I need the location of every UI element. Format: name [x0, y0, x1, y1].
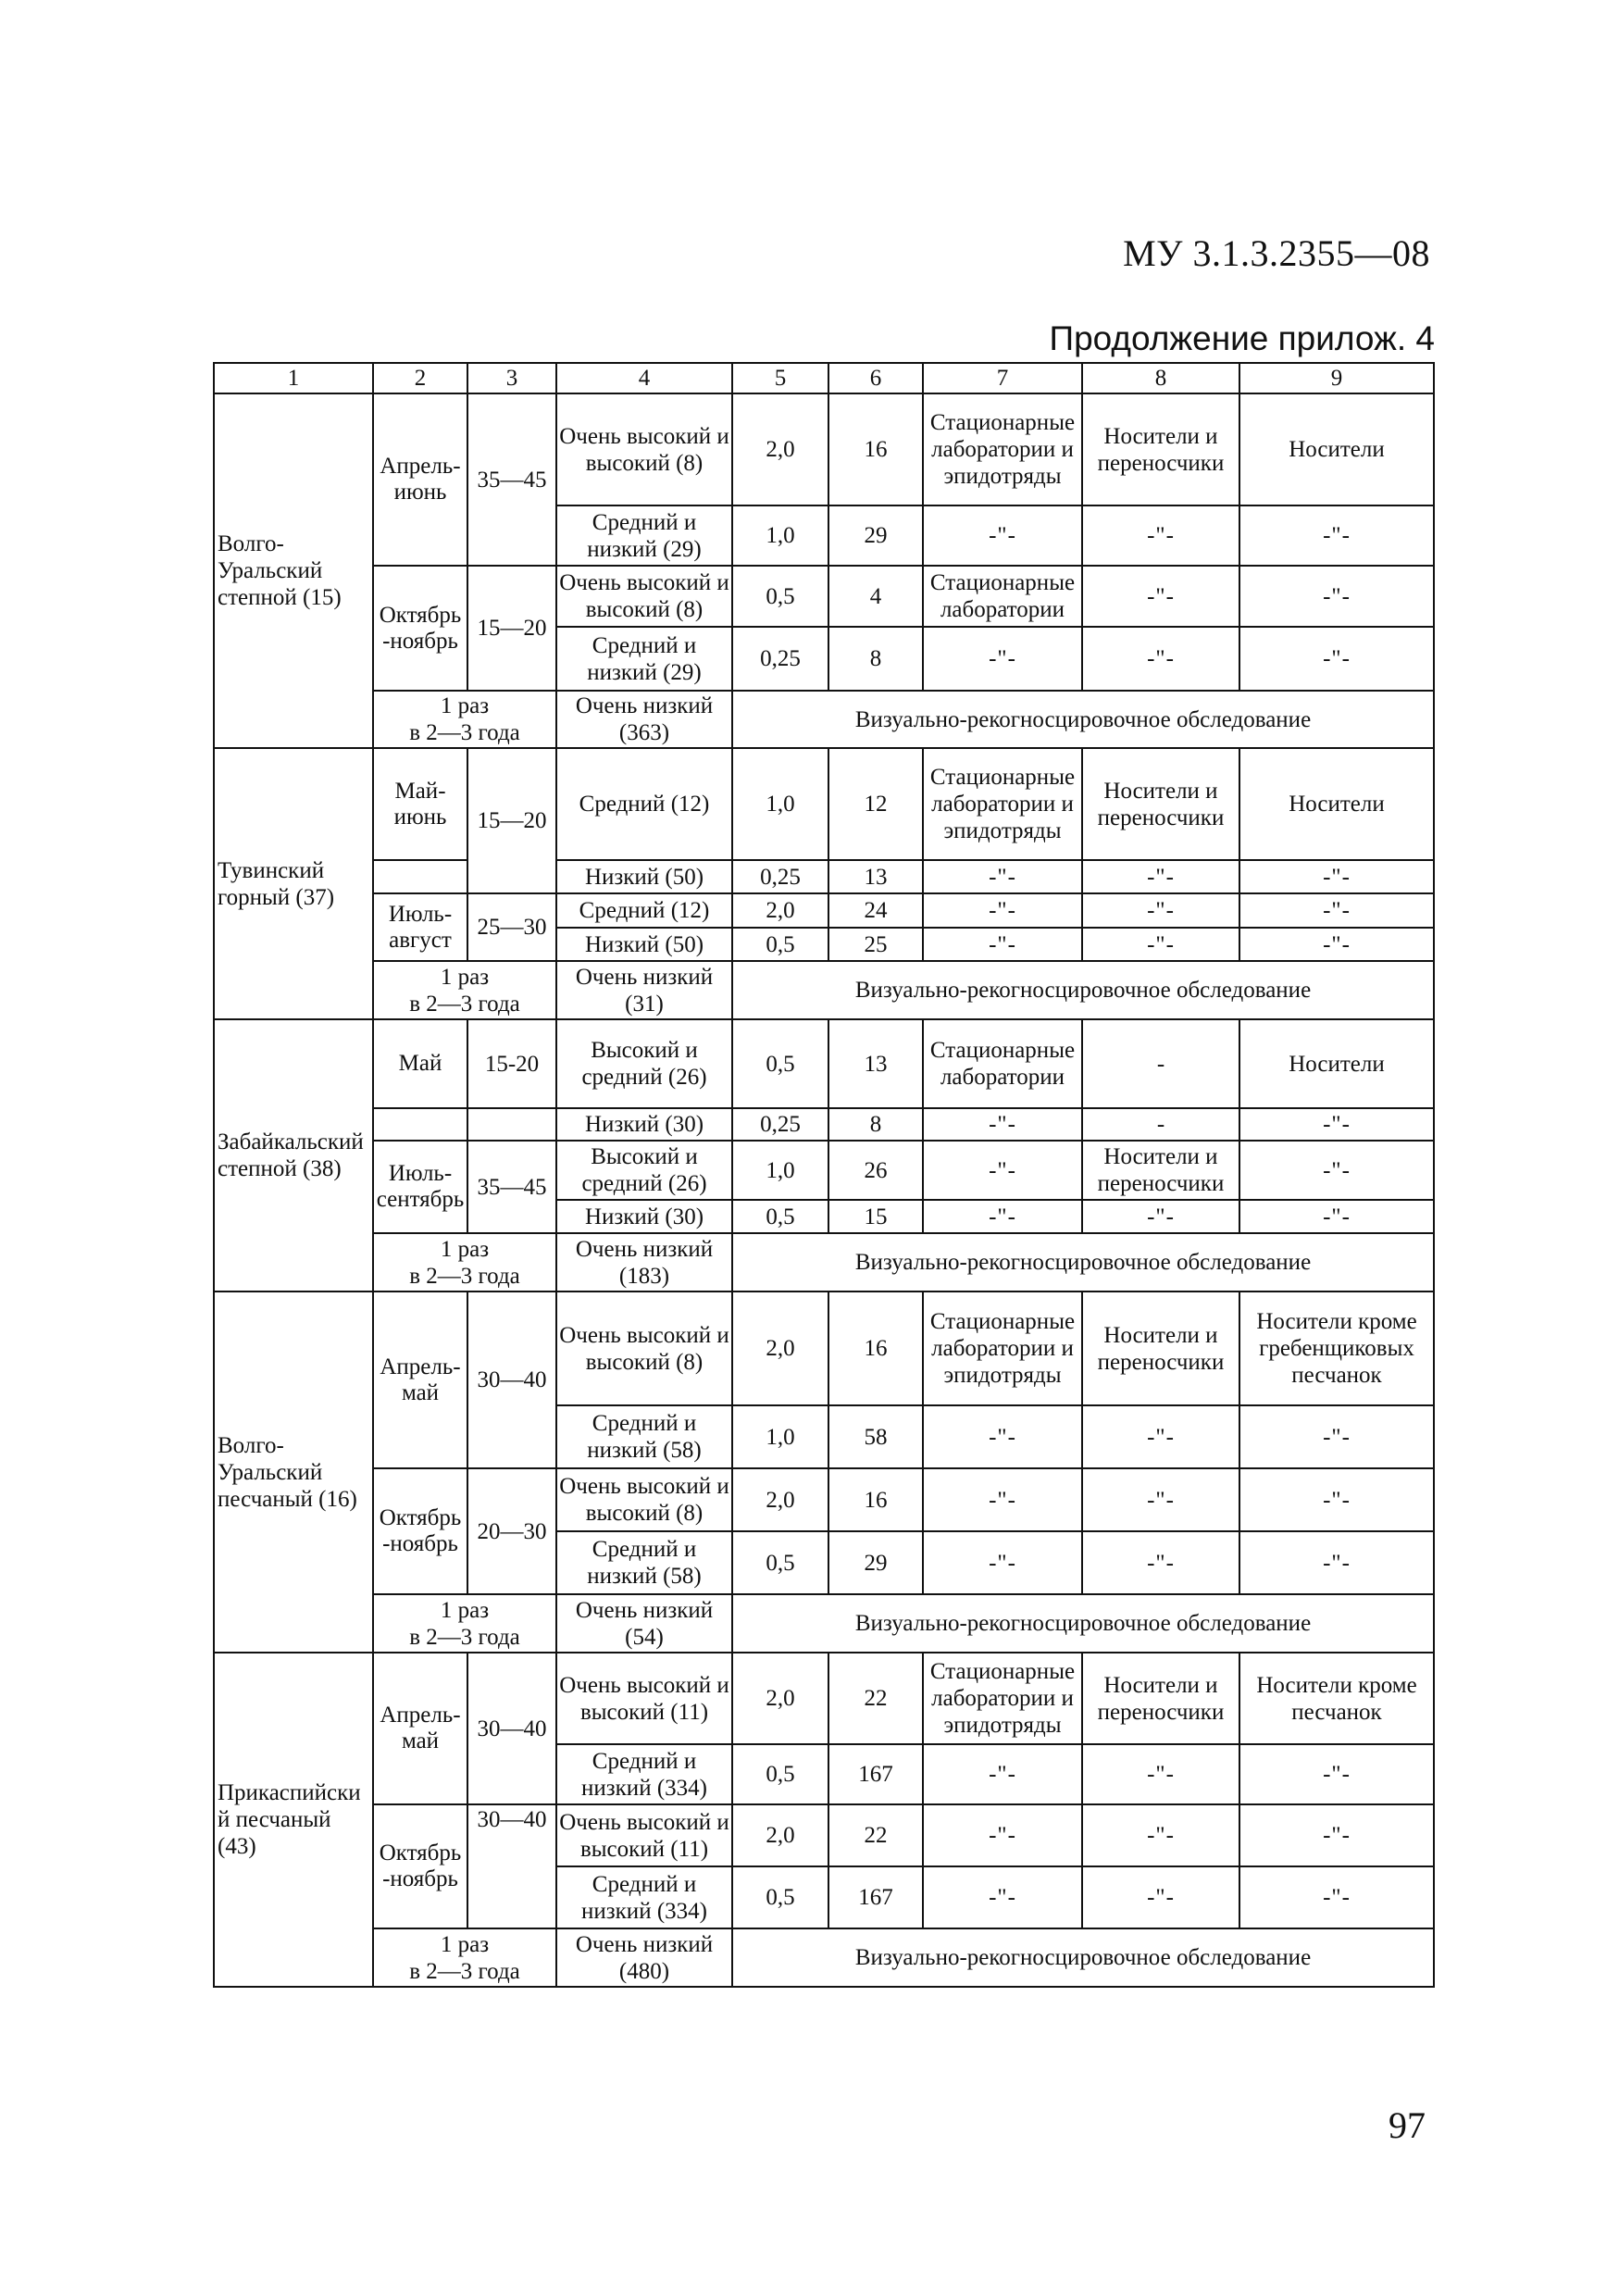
column-number: 2 [373, 363, 467, 393]
plague-survey-table [213, 362, 1435, 1988]
material-cell: Носители кроме гребенщиковых песчанок [1239, 1292, 1434, 1405]
activity-level: Очень высокий и высокий (11) [556, 1653, 732, 1744]
ditto-mark: -"- [923, 1744, 1082, 1804]
table-row [214, 860, 1434, 893]
value-col5: 1,0 [732, 505, 828, 566]
value-col6: 26 [828, 1141, 923, 1200]
value-col6: 8 [828, 1108, 923, 1141]
value-col5: 2,0 [732, 1292, 828, 1405]
abundance-range: 20—30 [467, 1468, 556, 1594]
abundance-range: 15-20 [467, 1019, 556, 1108]
value-col5: 2,0 [732, 1468, 828, 1531]
ditto-mark: -"- [1239, 1108, 1434, 1141]
object-cell: Носители и переносчики [1082, 1653, 1239, 1744]
survey-type: Визуально-рекогносцировочное обследование [732, 1233, 1434, 1292]
activity-level: Очень высокий и высокий (8) [556, 566, 732, 627]
ditto-mark: -"- [1082, 1804, 1239, 1866]
ditto-mark: -"- [1082, 1200, 1239, 1233]
survey-type: Визуально-рекогносцировочное обследование [732, 1594, 1434, 1653]
ditto-mark: -"- [1082, 1468, 1239, 1531]
abundance-range: 15—20 [467, 566, 556, 691]
periodicity-cell [373, 1594, 556, 1653]
region-name: Забайкальский степной (38) [214, 1019, 373, 1292]
executor-cell: Стационарные лаборатории [923, 566, 1082, 627]
value-col5: 0,5 [732, 1866, 828, 1928]
column-number-row [214, 363, 1434, 393]
value-col5: 0,25 [732, 1108, 828, 1141]
periodicity-line: в 2—3 года [409, 720, 520, 745]
periodicity-line: 1 раз [440, 693, 490, 718]
executor-cell: Стационарные лаборатории и эпидотряды [923, 748, 1082, 860]
column-number: 7 [923, 363, 1082, 393]
periodicity-line: 1 раз [440, 1236, 490, 1262]
ditto-mark: -"- [1239, 1468, 1434, 1531]
value-col6: 15 [828, 1200, 923, 1233]
periodicity-line: в 2—3 года [409, 1624, 520, 1650]
ditto-mark: -"- [923, 627, 1082, 691]
ditto-mark: -"- [1239, 505, 1434, 566]
value-col5: 0,5 [732, 1019, 828, 1108]
material-cell: Носители [1239, 1019, 1434, 1108]
table-row [214, 961, 1434, 1019]
ditto-mark: -"- [1239, 627, 1434, 691]
activity-level: Средний и низкий (58) [556, 1405, 732, 1468]
ditto-mark: -"- [923, 1866, 1082, 1928]
season-period: Апрель-июнь [373, 393, 467, 566]
executor-cell: Стационарные лаборатории и эпидотряды [923, 1653, 1082, 1744]
value-col6: 4 [828, 566, 923, 627]
value-col5: 0,5 [732, 1744, 828, 1804]
activity-level: Низкий (30) [556, 1200, 732, 1233]
activity-level: Очень низкий (183) [556, 1233, 732, 1292]
value-col5: 2,0 [732, 893, 828, 928]
activity-level: Средний и низкий (58) [556, 1531, 732, 1594]
periodicity-cell [373, 691, 556, 748]
material-cell: Носители кроме песчанок [1239, 1653, 1434, 1744]
ditto-mark: -"- [1239, 928, 1434, 961]
value-col6: 25 [828, 928, 923, 961]
ditto-mark: -"- [923, 1468, 1082, 1531]
table-row [214, 1594, 1434, 1653]
ditto-mark: -"- [923, 1405, 1082, 1468]
ditto-mark: -"- [1239, 566, 1434, 627]
ditto-mark: -"- [1082, 1744, 1239, 1804]
empty-cell [373, 1108, 467, 1141]
season-period: Апрель-май [373, 1292, 467, 1468]
abundance-range: 35—45 [467, 393, 556, 566]
table-row [214, 1141, 1434, 1200]
abundance-range: 30—40 [467, 1292, 556, 1468]
activity-level: Очень низкий (54) [556, 1594, 732, 1653]
value-col5: 2,0 [732, 393, 828, 505]
periodicity-line: в 2—3 года [409, 1958, 520, 1984]
table-row [214, 748, 1434, 860]
dash-mark: - [1082, 1108, 1239, 1141]
ditto-mark: -"- [1239, 1804, 1434, 1866]
season-period: Май-июнь [373, 748, 467, 860]
value-col6: 22 [828, 1653, 923, 1744]
column-number: 5 [732, 363, 828, 393]
season-period: Июль-сентябрь [373, 1141, 467, 1233]
ditto-mark: -"- [1082, 1405, 1239, 1468]
value-col5: 1,0 [732, 748, 828, 860]
value-col5: 0,5 [732, 928, 828, 961]
activity-level: Средний (12) [556, 748, 732, 860]
value-col6: 12 [828, 748, 923, 860]
ditto-mark: -"- [923, 1531, 1082, 1594]
value-col6: 24 [828, 893, 923, 928]
value-col6: 167 [828, 1744, 923, 1804]
ditto-mark: -"- [923, 505, 1082, 566]
activity-level: Низкий (30) [556, 1108, 732, 1141]
column-number: 4 [556, 363, 732, 393]
ditto-mark: -"- [1082, 928, 1239, 961]
activity-level: Высокий и средний (26) [556, 1019, 732, 1108]
abundance-range: 15—20 [467, 748, 556, 893]
table-row [214, 1804, 1434, 1866]
activity-level: Средний и низкий (334) [556, 1866, 732, 1928]
table-row [214, 1928, 1434, 1987]
ditto-mark: -"- [923, 1108, 1082, 1141]
value-col6: 16 [828, 393, 923, 505]
abundance-range: 35—45 [467, 1141, 556, 1233]
table-row [214, 893, 1434, 928]
ditto-mark: -"- [1239, 1744, 1434, 1804]
season-period: Апрель-май [373, 1653, 467, 1804]
ditto-mark: -"- [923, 1200, 1082, 1233]
activity-level: Средний и низкий (334) [556, 1744, 732, 1804]
region-name: Волго-Уральский песчаный (16) [214, 1292, 373, 1653]
activity-level: Средний и низкий (29) [556, 627, 732, 691]
value-col6: 13 [828, 860, 923, 893]
table-row [214, 566, 1434, 627]
abundance-range: 30—40 [467, 1804, 556, 1928]
object-cell: Носители и переносчики [1082, 1141, 1239, 1200]
activity-level: Очень низкий (31) [556, 961, 732, 1019]
value-col6: 22 [828, 1804, 923, 1866]
value-col5: 0,5 [732, 1200, 828, 1233]
empty-cell [373, 860, 467, 893]
periodicity-cell [373, 961, 556, 1019]
activity-level: Низкий (50) [556, 928, 732, 961]
column-number: 8 [1082, 363, 1239, 393]
abundance-range: 25—30 [467, 893, 556, 961]
periodicity-line: в 2—3 года [409, 991, 520, 1017]
value-col5: 2,0 [732, 1653, 828, 1744]
survey-type: Визуально-рекогносцировочное обследование [732, 961, 1434, 1019]
season-period: Май [373, 1019, 467, 1108]
ditto-mark: -"- [1082, 1866, 1239, 1928]
season-period: Июль-август [373, 893, 467, 961]
activity-level: Средний и низкий (29) [556, 505, 732, 566]
ditto-mark: -"- [1239, 1200, 1434, 1233]
column-number: 1 [214, 363, 373, 393]
ditto-mark: -"- [923, 928, 1082, 961]
object-cell: Носители и переносчики [1082, 393, 1239, 505]
activity-level: Очень высокий и высокий (8) [556, 393, 732, 505]
executor-cell: Стационарные лаборатории и эпидотряды [923, 393, 1082, 505]
region-name: Волго-Уральский степной (15) [214, 393, 373, 748]
ditto-mark: -"- [1082, 1531, 1239, 1594]
table-row [214, 1292, 1434, 1405]
survey-type: Визуально-рекогносцировочное обследование [732, 1928, 1434, 1987]
activity-level: Очень высокий и высокий (8) [556, 1468, 732, 1531]
value-col5: 2,0 [732, 1804, 828, 1866]
ditto-mark: -"- [923, 1141, 1082, 1200]
object-cell: Носители и переносчики [1082, 748, 1239, 860]
value-col6: 13 [828, 1019, 923, 1108]
ditto-mark: -"- [1082, 860, 1239, 893]
ditto-mark: -"- [923, 860, 1082, 893]
ditto-mark: -"- [923, 893, 1082, 928]
table-row [214, 1233, 1434, 1292]
executor-cell: Стационарные лаборатории [923, 1019, 1082, 1108]
value-col6: 58 [828, 1405, 923, 1468]
abundance-range: 30—40 [467, 1653, 556, 1804]
document-code: МУ 3.1.3.2355—08 [1123, 232, 1430, 274]
ditto-mark: -"- [1239, 1405, 1434, 1468]
ditto-mark: -"- [1239, 1866, 1434, 1928]
continuation-label: Продолжение прилож. 4 [1049, 319, 1435, 357]
value-col6: 16 [828, 1468, 923, 1531]
ditto-mark: -"- [1082, 893, 1239, 928]
value-col6: 167 [828, 1866, 923, 1928]
ditto-mark: -"- [1082, 505, 1239, 566]
value-col5: 0,25 [732, 627, 828, 691]
ditto-mark: -"- [1082, 566, 1239, 627]
survey-type: Визуально-рекогносцировочное обследование [732, 691, 1434, 748]
ditto-mark: -"- [1239, 1531, 1434, 1594]
value-col5: 1,0 [732, 1405, 828, 1468]
periodicity-line: в 2—3 года [409, 1263, 520, 1289]
table-row [214, 1019, 1434, 1108]
season-period: Октябрь-ноябрь [373, 1468, 467, 1594]
value-col6: 16 [828, 1292, 923, 1405]
value-col5: 1,0 [732, 1141, 828, 1200]
value-col5: 0,5 [732, 566, 828, 627]
region-name: Прикаспийский песчаный (43) [214, 1653, 373, 1987]
ditto-mark: -"- [1082, 627, 1239, 691]
object-cell: - [1082, 1019, 1239, 1108]
value-col6: 29 [828, 505, 923, 566]
activity-level: Очень высокий и высокий (8) [556, 1292, 732, 1405]
value-col6: 8 [828, 627, 923, 691]
executor-cell: Стационарные лаборатории и эпидотряды [923, 1292, 1082, 1405]
ditto-mark: -"- [923, 1804, 1082, 1866]
activity-level: Очень низкий (363) [556, 691, 732, 748]
ditto-mark: -"- [1239, 893, 1434, 928]
ditto-mark: -"- [1239, 1141, 1434, 1200]
table-row [214, 1468, 1434, 1531]
periodicity-line: 1 раз [440, 1931, 490, 1957]
periodicity-line: 1 раз [440, 964, 490, 990]
value-col6: 29 [828, 1531, 923, 1594]
periodicity-cell [373, 1928, 556, 1987]
material-cell: Носители [1239, 748, 1434, 860]
season-period: Октябрь-ноябрь [373, 1804, 467, 1928]
activity-level: Очень высокий и высокий (11) [556, 1804, 732, 1866]
periodicity-line: 1 раз [440, 1597, 490, 1623]
region-name: Тувинский горный (37) [214, 748, 373, 1019]
column-number: 3 [467, 363, 556, 393]
season-period: Октябрь-ноябрь [373, 566, 467, 691]
activity-level: Низкий (50) [556, 860, 732, 893]
column-number: 6 [828, 363, 923, 393]
value-col5: 0,25 [732, 860, 828, 893]
activity-level: Средний (12) [556, 893, 732, 928]
value-col5: 0,5 [732, 1531, 828, 1594]
empty-cell [467, 1108, 556, 1141]
material-cell: Носители [1239, 393, 1434, 505]
table-row [214, 691, 1434, 748]
ditto-mark: -"- [1239, 860, 1434, 893]
activity-level: Высокий и средний (26) [556, 1141, 732, 1200]
table-row [214, 393, 1434, 505]
object-cell: Носители и переносчики [1082, 1292, 1239, 1405]
table-row [214, 1108, 1434, 1141]
activity-level: Очень низкий (480) [556, 1928, 732, 1987]
column-number: 9 [1239, 363, 1434, 393]
periodicity-cell [373, 1233, 556, 1292]
table-row [214, 1653, 1434, 1744]
page-number: 97 [1389, 2104, 1426, 2146]
